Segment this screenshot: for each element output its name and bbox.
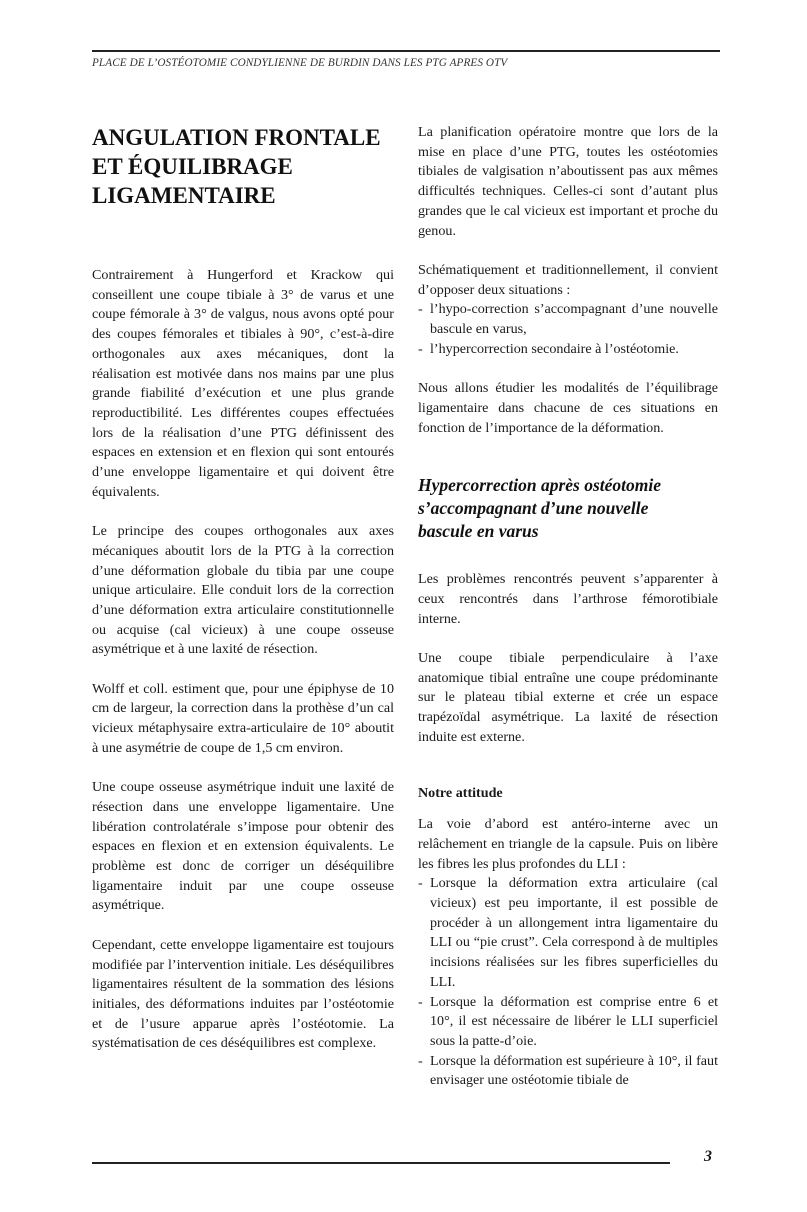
body-paragraph: Une coupe osseuse asymétrique induit une laxité de résection dans une enveloppe ligamentaire. Une libération controlatérale s’impose pour obtenir des espaces en flexion et en extension équivalents. Le problème est donc de corriger un déséquilibre ligamentaire induit par une coupe osseuse asymétrique.: [92, 779, 394, 914]
footer-rule: [92, 1162, 670, 1164]
body-paragraph: Cependant, cette enveloppe ligamentaire est toujours modifiée par l’intervention initiale. Les déséquilibres ligamentaires résultent de la sommation des lésions initiales, des déformations induites par l’ostéotomie et de l’usure apparue après l’ostéotomie. La systématisation de ces déséquilibres est complexe.: [92, 936, 394, 1052]
list-item: - l’hypo-correction s’accompagnant d’une nouvelle bascule en varus,: [418, 300, 718, 339]
body-paragraph: Les problèmes rencontrés peuvent s’apparenter à ceux rencontrés dans l’arthrose fémorotibiale interne.: [418, 571, 718, 627]
running-head: PLACE DE L’OSTÉOTOMIE CONDYLIENNE DE BURDIN DANS LES PTG APRES OTV: [92, 50, 720, 69]
body-paragraph: Nous allons étudier les modalités de l’équilibrage ligamentaire dans chacune de ces situations en fonction de l’importance de la déformation.: [418, 380, 718, 436]
section-title-line: LIGAMENTAIRE: [92, 183, 276, 208]
right-column: [418, 123, 718, 1091]
subsection-heading-line: Hypercorrection après ostéotomie: [418, 475, 662, 496]
body-paragraph: Une coupe tibiale perpendiculaire à l’axe anatomique tibial entraîne une coupe prédominante sur le plateau tibial externe et crée un espace trapézoïdal asymétrique. La laxité de résection induite est externe.: [418, 650, 718, 745]
subsection-heading: [418, 474, 718, 543]
list-item: - Lorsque la déformation extra articulaire (cal vicieux) est peu importante, il est possible de procéder à un allongement intra ligamentaire du LLI ou “pie crust”. Cela correspond à de multiples incisions réalisées sur les fibres superficielles du LLI.: [418, 874, 718, 992]
body-paragraph: La voie d’abord est antéro-interne avec un relâchement en triangle de la capsule. Puis on libère les fibres les plus profondes du LLI :: [418, 816, 718, 872]
body-paragraph: Schématiquement et traditionnellement, il convient d’opposer deux situations :: [418, 261, 718, 298]
list-item: - Lorsque la déformation est supérieure à 10°, il faut envisager une ostéotomie tibiale de: [418, 1052, 718, 1091]
section-title-line: ET ÉQUILIBRAGE: [92, 154, 293, 179]
page-number: 3: [704, 1148, 712, 1165]
subsection-heading-line: s’accompagnant d’une nouvelle: [418, 498, 649, 519]
situations-list: [418, 300, 718, 359]
list-item: - l’hypercorrection secondaire à l’ostéotomie.: [418, 340, 718, 360]
body-paragraph: Wolff et coll. estiment que, pour une épiphyse de 10 cm de largeur, la correction dans la prothèse d’un cal vicieux métaphysaire extra-articulaire de 10° aboutit à une asymétrie de coupe de 1,5 cm environ.: [92, 680, 394, 756]
body-paragraph: Contrairement à Hungerford et Krackow qui conseillent une coupe tibiale à 3° de varus et une coupe fémorale à 3° de valgus, nous avons opté pour des coupes fémorales et tibiales à 90°, c’est-à-dire orthogonales aux axes mécaniques, dont la réalisation est motivée dans nos mains par une plus grande fiabilité d’exécution et une plus grande reproductibilité. Les différentes coupes effectuées lors de la réalisation d’une PTG définissent des espaces en extension et en flexion qui sont entourés d’une enveloppe ligamentaire et qui doivent être équivalents.: [92, 267, 394, 500]
subsection-heading-line: bascule en varus: [418, 521, 539, 542]
left-column: [92, 123, 394, 1054]
minor-heading: Notre attitude: [418, 784, 503, 801]
steps-list: [418, 874, 718, 1091]
body-paragraph: Le principe des coupes orthogonales aux axes mécaniques aboutit lors de la PTG à la correction d’une déformation globale du tibia par une coupe unique articulaire. Elle conduit lors de la correction d’une déformation extra articulaire constitutionnelle ou acquise (cal vicieux) à une coupe osseuse asymétrique et à une laxité de résection.: [92, 523, 394, 658]
section-title-line: ANGULATION FRONTALE: [92, 125, 381, 150]
section-title: [92, 123, 394, 210]
body-paragraph: La planification opératoire montre que lors de la mise en place d’une PTG, toutes les ostéotomies tibiales de valgisation n’aboutissent pas aux mêmes difficultés techniques. Celles-ci sont d’autant plus grandes que le cal vicieux est important et proche du genou.: [418, 124, 718, 239]
list-item: - Lorsque la déformation est comprise entre 6 et 10°, il est nécessaire de libérer le LLI superficiel sous la patte-d’oie.: [418, 993, 718, 1052]
